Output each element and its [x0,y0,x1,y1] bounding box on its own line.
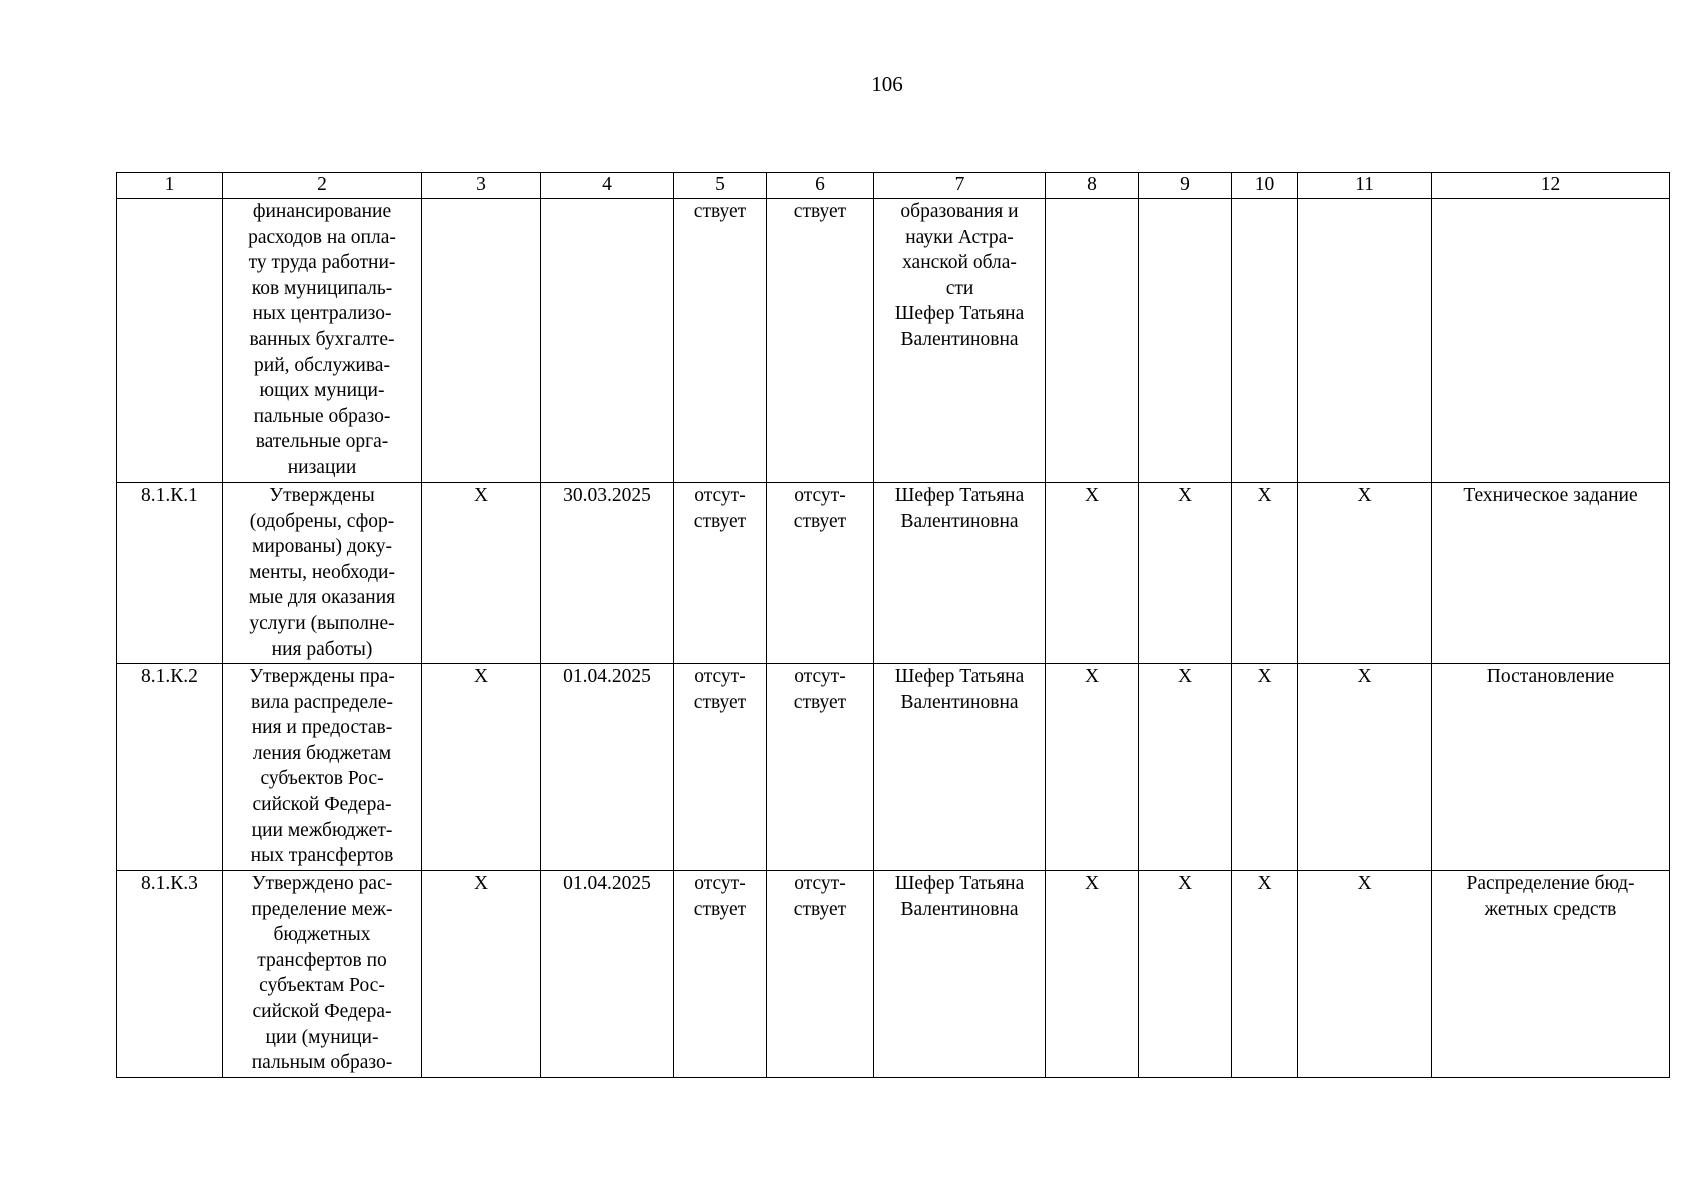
column-header-1: 1 [117,173,223,199]
table-row-8-1-k-2 [117,664,1670,871]
column-header-8: 8 [1046,173,1139,199]
column-header-3: 3 [422,173,541,199]
row-document-cell [1432,199,1670,483]
row-col3-cell: X [422,483,541,664]
row-date-cell: 01.04.2025 [541,664,674,871]
row-col8-cell: X [1046,483,1139,664]
row-col10-cell: X [1232,483,1298,664]
row-col3-cell [422,199,541,483]
row-col11-cell [1298,199,1432,483]
row-col11-cell: X [1298,664,1432,871]
row-col10-cell: X [1232,664,1298,871]
column-header-5: 5 [674,173,767,199]
row-col10-cell [1232,199,1298,483]
row-col8-cell: X [1046,664,1139,871]
page-number: 106 [871,72,903,96]
row-col9-cell: X [1139,483,1232,664]
row-col6-cell: отсут- ствует [767,664,874,871]
row-code-cell: 8.1.К.3 [117,871,223,1078]
row-code-cell: 8.1.К.1 [117,483,223,664]
row-col5-cell: отсут- ствует [674,664,767,871]
row-description-cell: финансирование расходов на опла- ту труда работни- ков муниципаль- ных централизо- ванных бухгалте- рий, обслужива- ющих муници- пальные образо- вательные орга- низации [223,199,422,483]
column-header-9: 9 [1139,173,1232,199]
column-header-2: 2 [223,173,422,199]
row-col6-cell: ствует [767,199,874,483]
column-header-7: 7 [874,173,1046,199]
row-description-cell: Утверждено рас- пределение меж- бюджетных трансфертов по субъектам Рос- сийской Федера- ции (муници- пальным образо- [223,871,422,1078]
row-col11-cell: X [1298,483,1432,664]
row-col5-cell: отсут- ствует [674,483,767,664]
row-col3-cell: X [422,871,541,1078]
row-col6-cell: отсут- ствует [767,871,874,1078]
column-header-10: 10 [1232,173,1298,199]
header-row [117,173,1670,199]
row-col5-cell: ствует [674,199,767,483]
row-code-cell [117,199,223,483]
row-col8-cell [1046,199,1139,483]
row-col9-cell: X [1139,871,1232,1078]
row-col6-cell: отсут- ствует [767,483,874,664]
row-responsible-cell: Шефер Татьяна Валентиновна [874,483,1046,664]
row-col9-cell: X [1139,664,1232,871]
row-date-cell: 30.03.2025 [541,483,674,664]
column-header-4: 4 [541,173,674,199]
row-description-cell: Утверждены (одобрены, сфор- мированы) доку- менты, необходи- мые для оказания услуги (выполне- ния работы) [223,483,422,664]
row-col3-cell: X [422,664,541,871]
column-header-12: 12 [1432,173,1670,199]
table-row-continuation [117,199,1670,483]
row-code-cell: 8.1.К.2 [117,664,223,871]
row-col11-cell: X [1298,871,1432,1078]
column-header-11: 11 [1298,173,1432,199]
table-row-8-1-k-1 [117,483,1670,664]
row-description-cell: Утверждены пра- вила распределе- ния и предостав- ления бюджетам субъектов Рос- сийской Федера- ции межбюджет- ных трансфертов [223,664,422,871]
row-responsible-cell: Шефер Татьяна Валентиновна [874,664,1046,871]
table-row-8-1-k-3 [117,871,1670,1078]
row-document-cell: Техническое задание [1432,483,1670,664]
row-col5-cell: отсут- ствует [674,871,767,1078]
row-date-cell: 01.04.2025 [541,871,674,1078]
row-document-cell: Распределение бюд- жетных средств [1432,871,1670,1078]
data-table [116,172,1670,1078]
row-date-cell [541,199,674,483]
row-responsible-cell: Шефер Татьяна Валентиновна [874,871,1046,1078]
row-document-cell: Постановление [1432,664,1670,871]
row-col8-cell: X [1046,871,1139,1078]
row-col10-cell: X [1232,871,1298,1078]
row-col9-cell [1139,199,1232,483]
column-header-6: 6 [767,173,874,199]
row-responsible-cell: образования и науки Астра- ханской обла- сти Шефер Татьяна Валентиновна [874,199,1046,483]
